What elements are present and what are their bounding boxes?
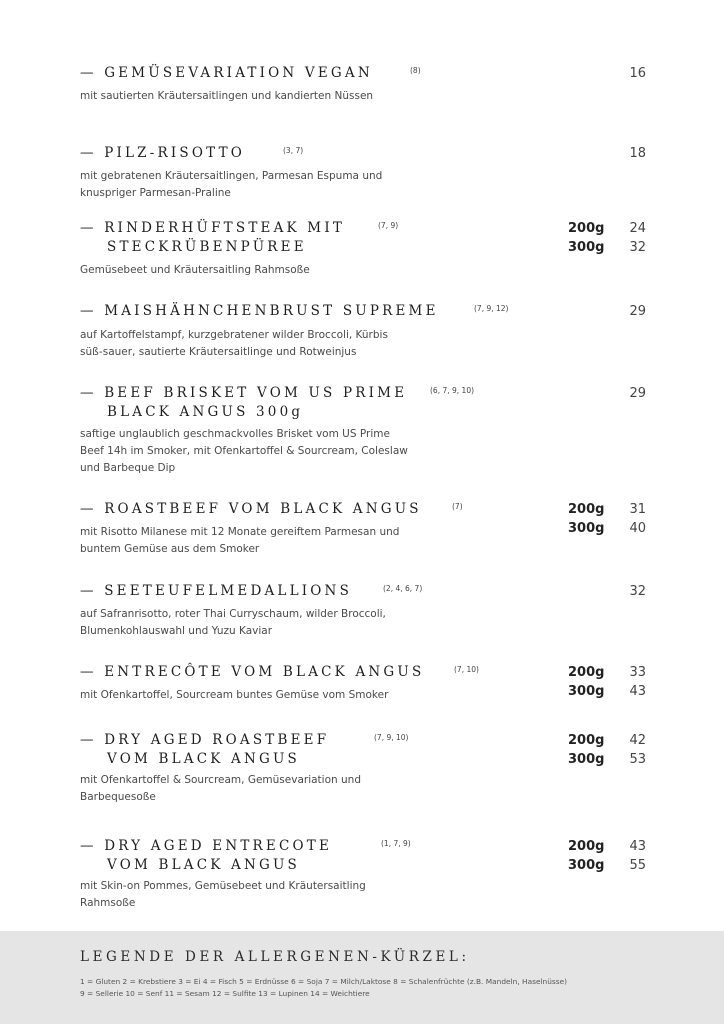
dish-title-line: — ROASTBEEF VOM BLACK ANGUS [80,501,422,517]
allergen-codes: (7, 9, 12) [474,304,509,313]
description-line: Beef 14h im Smoker, mit Ofenkartoffel & Sourcream, Coleslaw [80,445,408,457]
dish-title-line: VOM BLACK ANGUS [107,857,301,873]
dish-prices [600,219,646,257]
allergen-codes: (7, 9, 10) [374,733,409,742]
dish-title-line: — ENTRECÔTE VOM BLACK ANGUS [80,664,425,680]
portion-weights [568,837,604,875]
dish-description [80,772,420,806]
description-line: mit Skin-on Pommes, Gemüsebeet und Kräutersaitling [80,880,366,892]
description-line: mit Ofenkartoffel & Sourcream, Gemüsevariation und [80,774,361,786]
allergen-codes: (7, 10) [454,665,479,674]
portion-weight: 200g [568,221,605,236]
description-line: Gemüsebeet und Kräutersaitling Rahmsoße [80,264,310,276]
dish-description [80,524,420,558]
price: 55 [629,858,646,873]
dish-description [80,426,420,477]
dish-title [80,582,352,601]
description-line: auf Kartoffelstampf, kurzgebratener wilder Broccoli, Kürbis [80,329,388,341]
dish-prices [600,582,646,601]
dish-title [80,663,424,682]
dish-title-line: — PILZ-RISOTTO [80,145,246,161]
legend-line-1: 1 = Gluten 2 = Krebstiere 3 = Ei 4 = Fisch 5 = Erdnüsse 6 = Soja 7 = Milch/Laktose 8 = Schalenfrüchte (z.B. Mandeln, Haselnüsse) [80,977,568,986]
dish-title [80,837,332,875]
portion-weight: 300g [568,521,605,536]
portion-weight: 300g [568,240,605,255]
dish-title-line: — RINDERHÜFTSTEAK MIT [80,220,346,236]
dish-title [80,500,422,519]
dish-title-line: — MAISHÄHNCHENBRUST SUPREME [80,303,439,319]
description-line: süß-sauer, sautierte Kräutersaitlinge und Rotweinjus [80,346,357,358]
allergen-codes: (3, 7) [283,146,304,155]
dish-title-line: — GEMÜSEVARIATION VEGAN [80,65,373,81]
dish-title [80,384,407,422]
price: 42 [629,733,646,748]
portion-weights [568,500,604,538]
portion-weight: 200g [568,839,605,854]
price: 40 [629,521,646,536]
description-line: saftige unglaublich geschmackvolles Brisket vom US Prime [80,428,390,440]
dish-prices [600,500,646,538]
allergen-codes: (8) [410,66,421,75]
dish-title [80,64,373,83]
legend-title: LEGENDE DER ALLERGENEN-KÜRZEL: [80,949,470,965]
price: 43 [629,684,646,699]
description-line: knuspriger Parmesan-Praline [80,187,231,199]
allergen-codes: (7, 9) [378,221,399,230]
description-line: auf Safranrisotto, roter Thai Curryschaum, wilder Broccoli, [80,608,386,620]
portion-weights [568,219,604,257]
dish-prices [600,64,646,83]
price: 53 [629,752,646,767]
portion-weight: 300g [568,684,605,699]
dish-title-line: — DRY AGED ROASTBEEF [80,732,330,748]
price: 24 [629,221,646,236]
allergen-codes: (6, 7, 9, 10) [430,386,475,395]
price: 33 [629,665,646,680]
dish-prices [600,837,646,875]
description-line: buntem Gemüse aus dem Smoker [80,543,260,555]
dish-description [80,687,420,704]
portion-weights [568,663,604,701]
dish-description [80,878,420,912]
price: 16 [629,66,646,81]
dish-title-line: — DRY AGED ENTRECOTE [80,838,333,854]
portion-weight: 300g [568,858,605,873]
portion-weight: 300g [568,752,605,767]
dish-title [80,731,329,769]
price: 18 [629,146,646,161]
price: 32 [629,584,646,599]
allergen-codes: (2, 4, 6, 7) [383,584,423,593]
price: 43 [629,839,646,854]
dish-title-line: STECKRÜBENPÜREE [107,239,307,255]
dish-title-line: — SEETEUFELMEDALLIONS [80,583,353,599]
price: 29 [629,304,646,319]
portion-weight: 200g [568,502,605,517]
portion-weight: 200g [568,665,605,680]
allergen-legend [0,931,724,1024]
dish-prices [600,731,646,769]
dish-prices [600,302,646,321]
description-line: und Barbeque Dip [80,462,176,474]
price: 29 [629,386,646,401]
dish-title [80,302,439,321]
portion-weight: 200g [568,733,605,748]
description-line: mit Risotto Milanese mit 12 Monate gereiftem Parmesan und [80,526,400,538]
dish-prices [600,384,646,403]
allergen-codes: (1, 7, 9) [381,839,411,848]
dish-description [80,88,420,105]
dish-title-line: — BEEF BRISKET VOM US PRIME [80,385,408,401]
description-line: Barbequesoße [80,791,156,803]
description-line: Rahmsoße [80,897,136,909]
portion-weights [568,731,604,769]
description-line: Blumenkohlauswahl und Yuzu Kaviar [80,625,273,637]
dish-description [80,606,420,640]
dish-title [80,144,245,163]
price: 32 [629,240,646,255]
dish-description [80,327,420,361]
dish-title [80,219,345,257]
dish-description [80,168,420,202]
dish-prices [600,663,646,701]
description-line: mit sautierten Kräutersaitlingen und kandierten Nüssen [80,90,374,102]
dish-title-line: VOM BLACK ANGUS [107,751,301,767]
dish-description [80,262,420,279]
dish-title-line: BLACK ANGUS 300g [107,404,304,420]
price: 31 [629,502,646,517]
dish-prices [600,144,646,163]
description-line: mit gebratenen Kräutersaitlingen, Parmesan Espuma und [80,170,383,182]
allergen-codes: (7) [452,502,463,511]
legend-line-2: 9 = Sellerie 10 = Senf 11 = Sesam 12 = Sulfite 13 = Lupinen 14 = Weichtiere [80,989,370,998]
description-line: mit Ofenkartoffel, Sourcream buntes Gemüse vom Smoker [80,689,389,701]
